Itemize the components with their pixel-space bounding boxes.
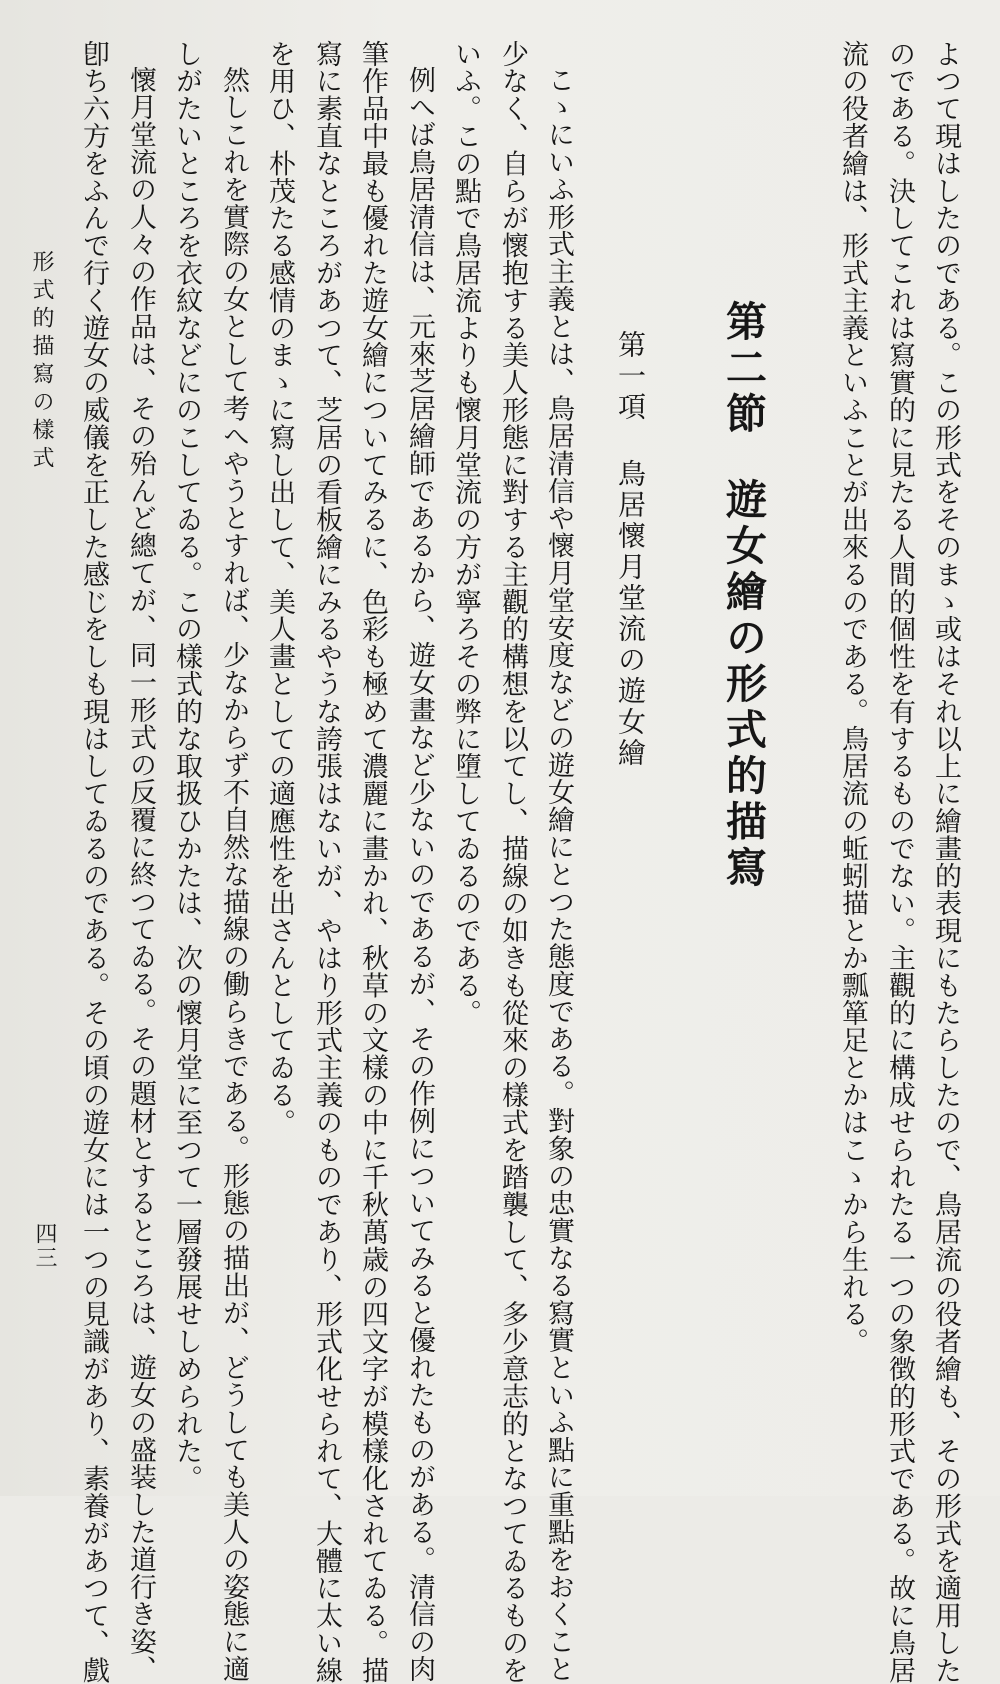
text-column: いふ。この點で鳥居流よりも懷月堂流の方が寧ろその弊に墮してゐるのである。	[450, 40, 481, 1027]
text-column: よつて現はしたのである。この形式をそのまゝ或はそれ以上に繪畫的表現にもたらしたので、鳥居流の役者繪も、その形式を適用した	[930, 40, 961, 1684]
running-head: 形式的描寫の樣式	[29, 250, 54, 474]
text-column: を用ひ、朴茂たる感情のまゝに寫し出して、美人畫としての適應性を出さんとしてゐる。	[264, 40, 295, 1136]
subsection-number: 第一項	[614, 330, 647, 423]
subsection-title: 鳥居懷月堂流の遊女繪	[614, 459, 647, 769]
text-column: こゝにいふ形式主義とは、鳥居清信や懷月堂安度などの遊女繪にとつた態度である。對象の忠實なる寫實といふ點に重點をおくこと	[543, 66, 574, 1683]
text-column: 然しこれを實際の女として考へやうとすれば、少なからず不自然な描線の働らきである。形態の描出が、どうしても美人の姿態に適	[218, 66, 249, 1683]
text-column: 筆作品中最も優れた遊女繪についてみるに、色彩も極めて濃麗に畫かれ、秋草の文樣の中に千秋萬歳の四文字が模樣化されてゐる。描	[357, 40, 388, 1684]
subsection-heading	[614, 330, 647, 769]
text-column: 寫に素直なところがあつて、芝居の看板繪にみるやうな誇張はないが、やはり形式主義のものであり、形式化せられて、大體に太い線	[311, 40, 342, 1684]
page-number: 四三	[32, 1222, 57, 1270]
text-column: しがたいところを衣紋などにのこしてゐる。この樣式的な取扱ひかたは、次の懷月堂に至つて一層發展せしめられた。	[171, 40, 202, 1493]
section-title: 遊女繪の形式的描寫	[719, 478, 767, 892]
text-column: 卽ち六方をふんで行く遊女の威儀を正した感じをしも現はしてゐるのである。その頃の遊女には一つの見識があり、素養があつて、戲	[78, 40, 109, 1684]
text-column: 例へば鳥居清信は、元來芝居繪師であるから、遊女畫など少ないのであるが、その作例についてみると優れたものがある。清信の肉	[404, 66, 435, 1683]
section-heading	[719, 300, 767, 892]
section-number: 第二節	[719, 300, 767, 438]
text-column: 懷月堂流の人々の作品は、その殆んど總てが、同一形式の反覆に終つてゐる。その題材とするところは、遊女の盛装した道行き姿、	[125, 66, 156, 1683]
text-column: 少なく、自らが懷抱する美人形態に對する主觀的構想を以てし、描線の如きも從來の樣式を踏襲して、多少意志的となつてゐるものを	[497, 40, 528, 1684]
text-column: 流の役者繪は、形式主義といふことが出來るのである。鳥居流の蚯蚓描とか瓢箪足とかはこゝから生れる。	[837, 40, 868, 1356]
text-column: のである。決してこれは寫實的に見たる人間的個性を有するものでない。主觀的に構成せられたる一つの象徴的形式である。故に鳥居	[884, 40, 915, 1684]
